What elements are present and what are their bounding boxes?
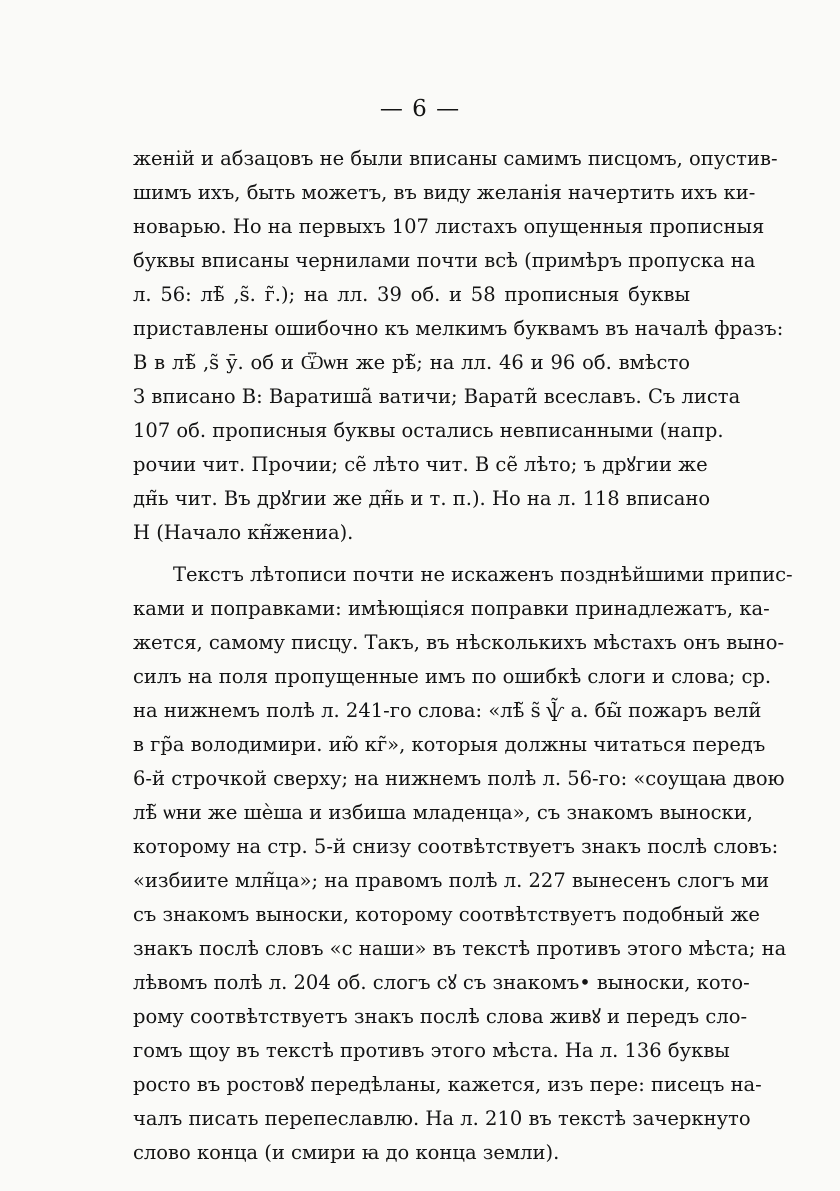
text-line: в гр̃а володимири. ию̃ кг̃», которыя должны читаться передъ bbox=[133, 733, 766, 756]
text-line: Текстъ лѣтописи почти не искаженъ позднѣйшими припис- bbox=[173, 563, 793, 586]
text-line: чалъ писать перепеславлю. На л. 210 въ текстѣ зачеркнуто bbox=[133, 1107, 751, 1130]
text-line: слово конца (и смири ꙗ до конца земли). bbox=[133, 1141, 560, 1164]
text-line: 107 об. прописныя буквы остались невписанными (напр. bbox=[133, 419, 724, 442]
text-line: рочии чит. Прочии; се̃ лѣто чит. В се̃ лѣто; ъ дрꙋгии же bbox=[133, 453, 708, 476]
text-line: лѣвомъ полѣ л. 204 об. слогъ сꙋ съ знакомъ• выноски, кото- bbox=[133, 971, 750, 994]
text-line: 6-й строчкой сверху; на нижнемъ полѣ л. 56-го: «соущаꙗ двою bbox=[133, 767, 785, 790]
text-line: В в лѣ̃ ,ѕ̃ ӯ. об и Ѿѡн же рѣ̃; на лл. 46 и 96 об. вмѣсто bbox=[133, 351, 690, 374]
text-line: «избиите млн̃ца»; на правомъ полѣ л. 227 вынесенъ слогъ ми bbox=[133, 869, 770, 892]
text-line: шимъ ихъ, быть можетъ, въ виду желанія начертить ихъ ки- bbox=[133, 181, 756, 204]
page-number: — 6 — bbox=[379, 96, 461, 122]
text-line: новарью. Но на первыхъ 107 листахъ опущенныя прописныя bbox=[133, 215, 765, 238]
text-line: которому на стр. 5-й снизу соотвѣтствуетъ знакъ послѣ словъ: bbox=[133, 835, 779, 858]
text-line: приставлены ошибочно къ мелкимъ буквамъ въ началѣ фразъ: bbox=[133, 317, 784, 340]
text-line: буквы вписаны чернилами почти всѣ (примѣръ пропуска на bbox=[133, 249, 756, 272]
text-line: лѣ̃ ѡни же шѐша и избиша младенца», съ знакомъ выноски, bbox=[133, 801, 753, 824]
text-line: на нижнемъ полѣ л. 241-го слова: «лѣ̃ ѕ̃ ѱ̃ а. бы̃ пожаръ вели̃ bbox=[133, 699, 762, 722]
text-line: гомъ щоу въ текстѣ противъ этого мѣста. На л. 136 буквы bbox=[133, 1039, 730, 1062]
text-line: дн̃ь чит. Въ дрꙋгии же дн̃ь и т. п.). Но на л. 118 вписано bbox=[133, 487, 711, 510]
text-line: Н (Начало кн̃жениа). bbox=[133, 521, 354, 544]
text-line: силъ на поля пропущенные имъ по ошибкѣ слоги и слова; ср. bbox=[133, 665, 772, 688]
text-line: ками и поправками: имѣющіяся поправки принадлежатъ, ка- bbox=[133, 597, 770, 620]
text-line: женій и абзацовъ не были вписаны самимъ писцомъ, опустив- bbox=[133, 147, 778, 170]
text-line: л. 56: лѣ̃ ,ѕ̃. г̃.); на лл. 39 об. и 58 прописныя буквы bbox=[133, 283, 690, 306]
text-line: жется, самому писцу. Такъ, въ нѣсколькихъ мѣстахъ онъ выно- bbox=[133, 631, 785, 654]
text-line: З вписано В: Варатиша̃ ватичи; Варати̃ всеславъ. Съ листа bbox=[133, 385, 741, 408]
text-line: росто въ ростовꙋ передѣланы, кажется, изъ пере: писецъ на- bbox=[133, 1073, 762, 1096]
text-line: знакъ послѣ словъ «с наши» въ текстѣ противъ этого мѣста; на bbox=[133, 937, 787, 960]
text-line: съ знакомъ выноски, которому соотвѣтствуетъ подобный же bbox=[133, 903, 760, 926]
text-line: рому соотвѣтствуетъ знакъ послѣ слова живꙋ и передъ сло- bbox=[133, 1005, 748, 1028]
